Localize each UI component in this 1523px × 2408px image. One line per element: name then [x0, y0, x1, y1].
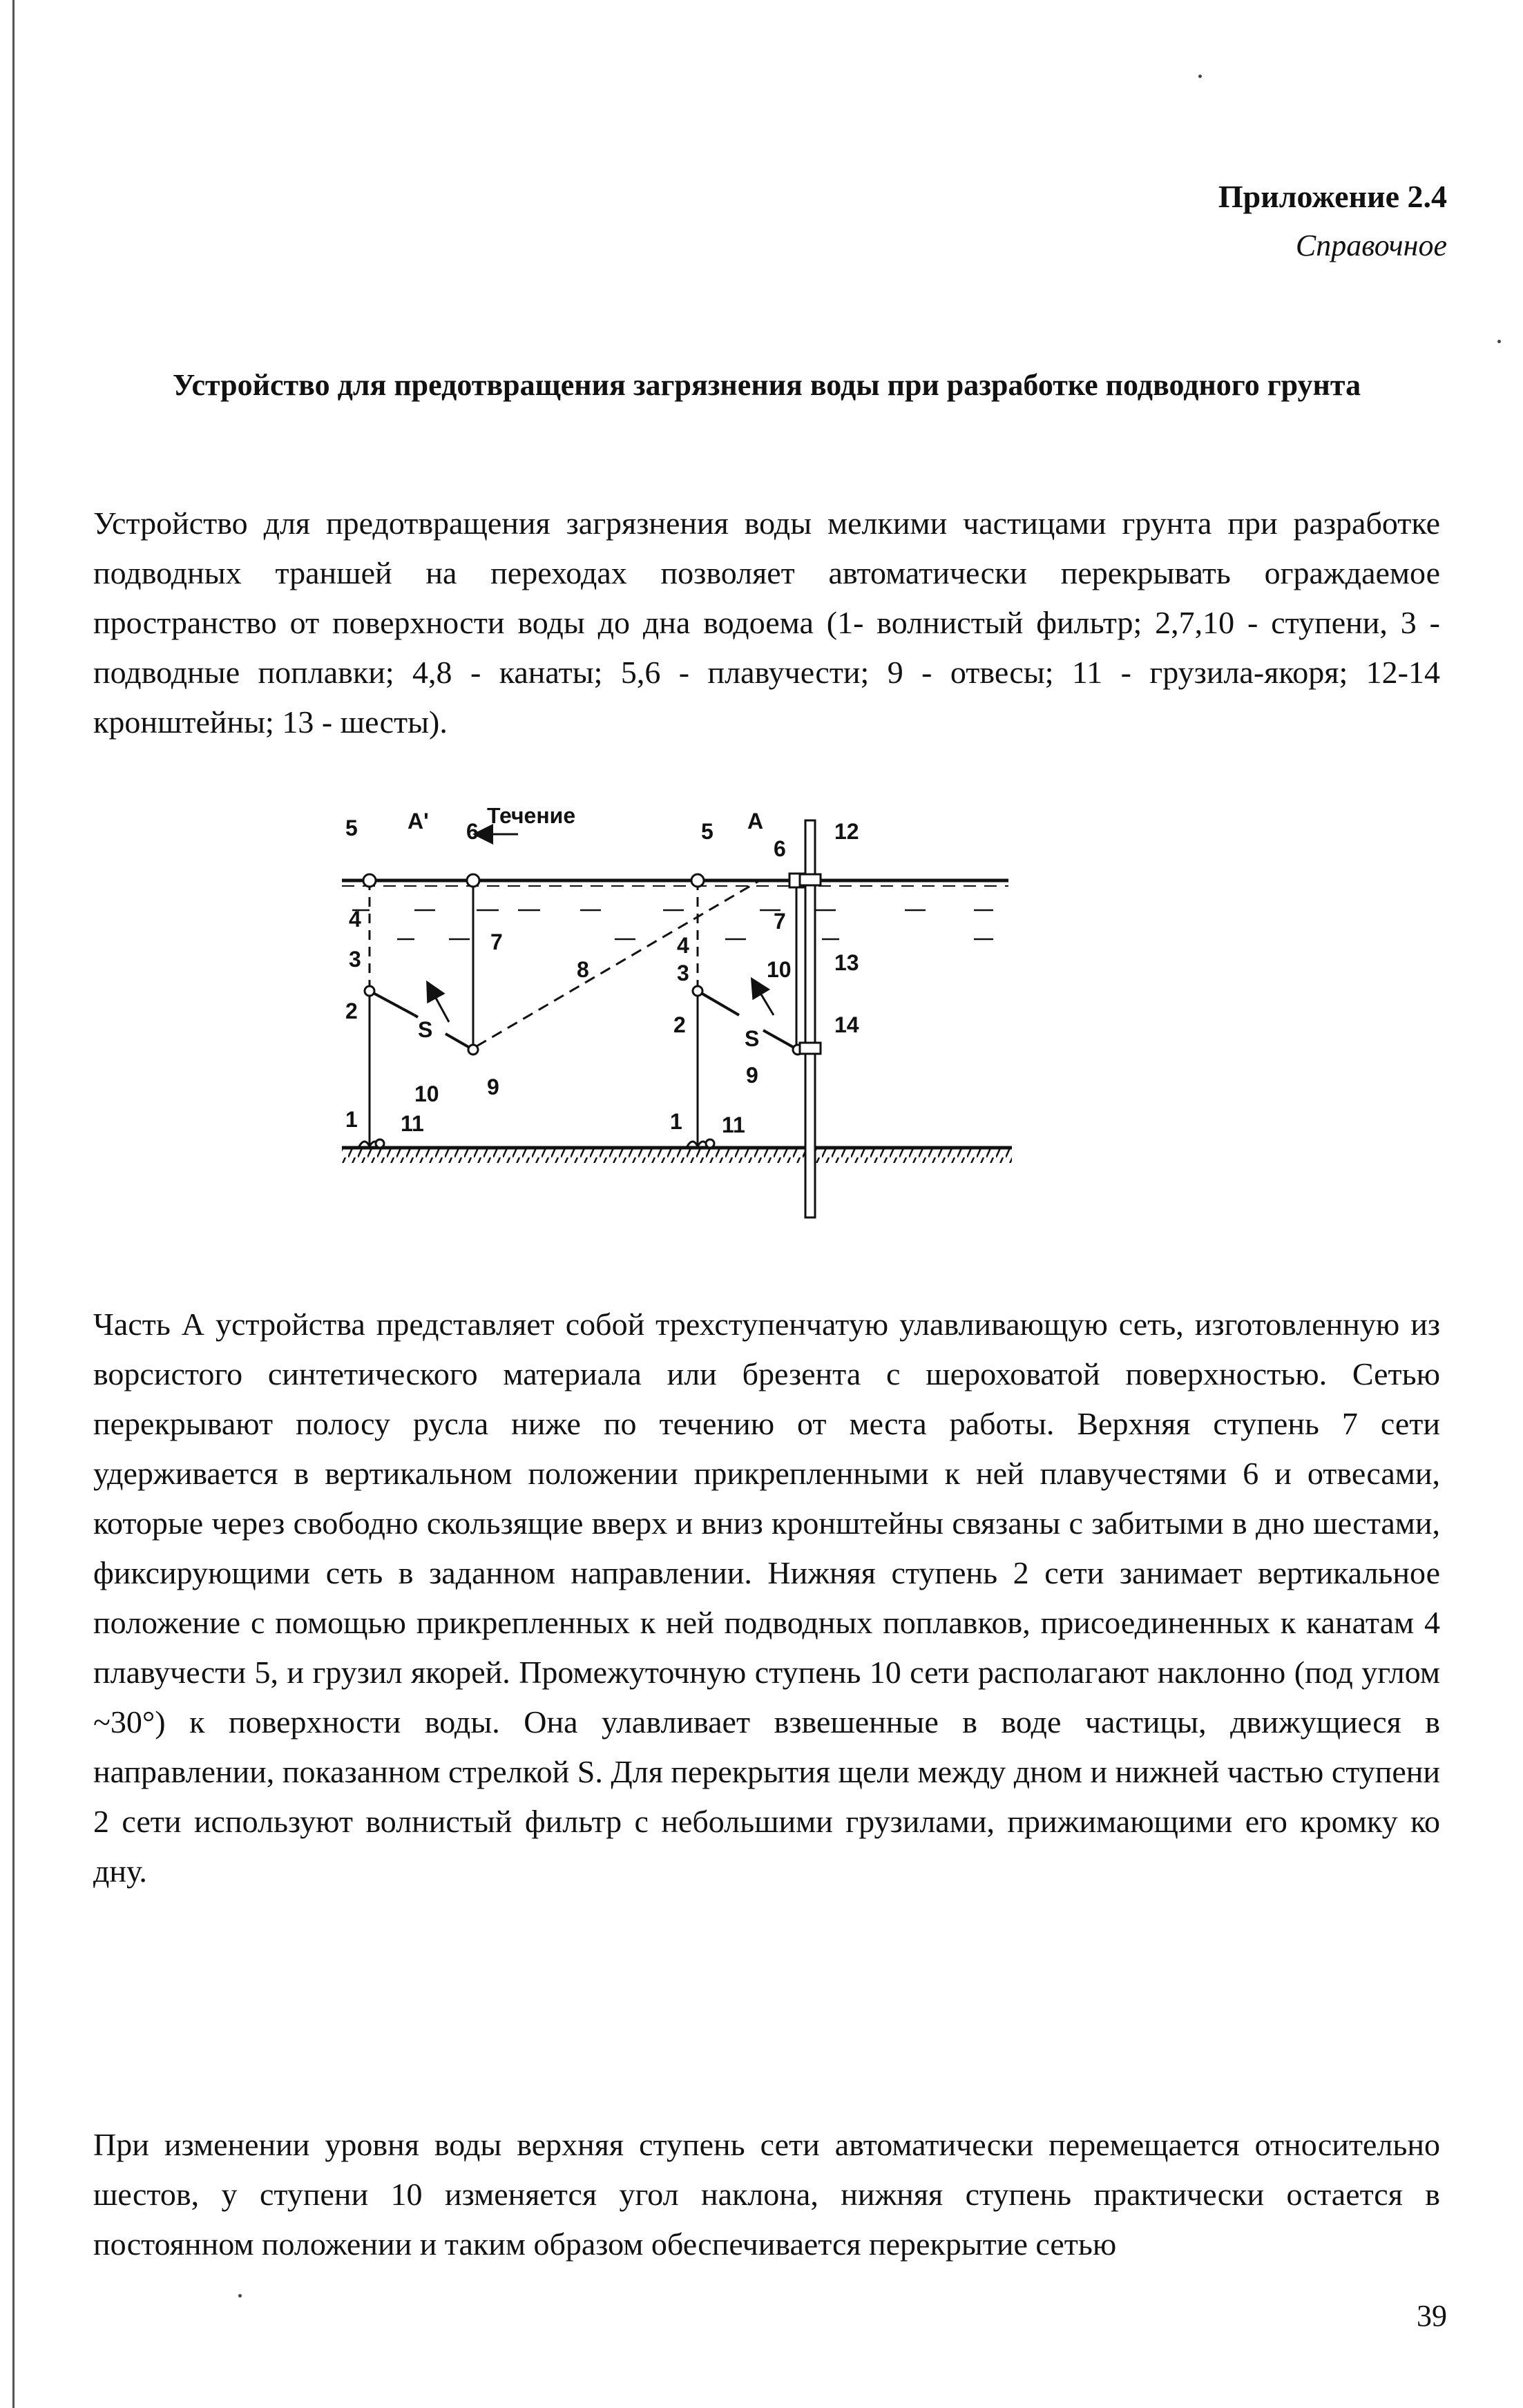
- float-5-right: [691, 874, 704, 887]
- anchor-weight-11-left: [376, 1139, 384, 1148]
- label-11-right: 11: [722, 1113, 745, 1137]
- number-labels: [345, 816, 859, 1137]
- label-1-left: 1: [345, 1107, 358, 1132]
- step-10-left-upper: [370, 991, 414, 1015]
- page-number: 39: [1417, 2299, 1447, 2333]
- label-6-left: 6: [466, 819, 479, 844]
- label-7-right: 7: [774, 909, 786, 934]
- paragraph-water-level: При изменении уровня воды верхняя ступень сети автоматически перемещается относительно шестов, у ступени 10 изменяется угол наклона, нижняя ступень практически остается в постоянном положении и таким образом обеспечивается перекрытие сетью: [93, 2127, 1440, 2262]
- label-2-right: 2: [673, 1012, 686, 1037]
- label-4-right: 4: [677, 933, 689, 958]
- label-6-right: 6: [774, 836, 786, 861]
- s-arrow-left: [428, 984, 449, 1022]
- label-5-left: 5: [345, 816, 358, 840]
- rope-8: [477, 880, 760, 1046]
- label-s-left: S: [418, 1017, 433, 1042]
- label-3-right: 3: [677, 961, 689, 985]
- float-5-left: [363, 874, 376, 887]
- label-12: 12: [834, 819, 859, 844]
- step-10-right-lower: [763, 1030, 798, 1050]
- underwater-float-3-left: [365, 986, 374, 996]
- scan-speck: [238, 2294, 242, 2298]
- anchor-weight-11-right: [706, 1139, 714, 1148]
- plumb-9-left: [468, 1045, 478, 1054]
- section-label-a-prime: А': [408, 809, 429, 834]
- bracket-12: [800, 874, 821, 885]
- paragraph-intro: Устройство для предотвращения загрязнения воды мелкими частицами грунта при разработке подводных траншей на переходах позволяет автоматически перекрывать ограждаемое пространство от поверхности воды до дна водоема (1- волнистый фильтр; 2,7,10 - ступени, 3 - подводные поплавки; 4,8 - канаты; 5,6 - плавучести; 9 - отвесы; 11 - грузила-якоря; 12-14 кронштейны; 13 - шесты).: [93, 505, 1440, 740]
- label-13: 13: [834, 950, 859, 975]
- scan-edge-line: [12, 0, 15, 2408]
- label-2-left: 2: [345, 999, 358, 1023]
- appendix-status: Справочное: [1295, 229, 1447, 262]
- label-s-right: S: [745, 1026, 760, 1051]
- label-1-right: 1: [670, 1109, 682, 1134]
- s-arrow-right: [753, 981, 774, 1015]
- label-5-right: 5: [701, 819, 713, 844]
- label-9-right: 9: [746, 1063, 758, 1088]
- label-8: 8: [577, 957, 589, 982]
- label-9-left: 9: [487, 1075, 499, 1099]
- water-ripples: [352, 910, 993, 939]
- section-label-a: А: [747, 809, 764, 834]
- step-10-right-upper: [698, 991, 739, 1015]
- scan-speck: [1497, 340, 1501, 343]
- label-10-right: 10: [767, 957, 792, 982]
- paragraph-part-a: Часть А устройства представляет собой трехступенчатую улавливающую сеть, изготовленную из ворсистого синтетического материала или брезента с шероховатой поверхностью. Сетью перекрывают полосу русла ниже по течению от места работы. Верхняя ступень 7 сети удерживается в вертикальном положении прикрепленными к ней плавучестями 6 и отвесами, которые через свободно скользящие вверх и вниз кронштейны связаны с забитыми в дно шестами, фиксирующими сеть в заданном направлении. Нижняя ступень 2 сети занимает вертикальное положение с помощью прикрепленных к ней подводных поплавков, присоединенных к канатам 4 плавучести 5, и грузил якорей. Промежуточную ступень 10 сети располагают наклонно (под углом ~30°) к поверхности воды. Она улавливает взвешенные в воде частицы, движущиеся в направлении, показанном стрелкой S. Для перекрытия щели между дном и нижней частью ступени 2 сети используют волнистый фильтр с небольшими грузилами, прижимающими его кромку ко дну.: [93, 1307, 1440, 1889]
- device-diagram-svg: [338, 808, 1029, 1222]
- bracket-14: [800, 1043, 821, 1054]
- device-diagram: [338, 808, 1029, 1222]
- label-14: 14: [834, 1012, 859, 1037]
- label-4-left: 4: [349, 907, 361, 932]
- float-6-left: [467, 874, 479, 887]
- label-10-left: 10: [414, 1081, 439, 1106]
- scan-speck: [1198, 75, 1202, 78]
- flow-label: Течение: [487, 808, 576, 828]
- label-7-left: 7: [490, 930, 503, 954]
- appendix-title: Приложение 2.4: [1218, 179, 1447, 214]
- document-heading: Устройство для предотвращения загрязнения воды при разработке подводного грунта: [172, 368, 1361, 402]
- label-11-left: 11: [401, 1111, 424, 1136]
- label-3-left: 3: [349, 947, 361, 972]
- river-bed-hatch: [342, 1148, 1012, 1163]
- underwater-float-3-right: [693, 986, 702, 996]
